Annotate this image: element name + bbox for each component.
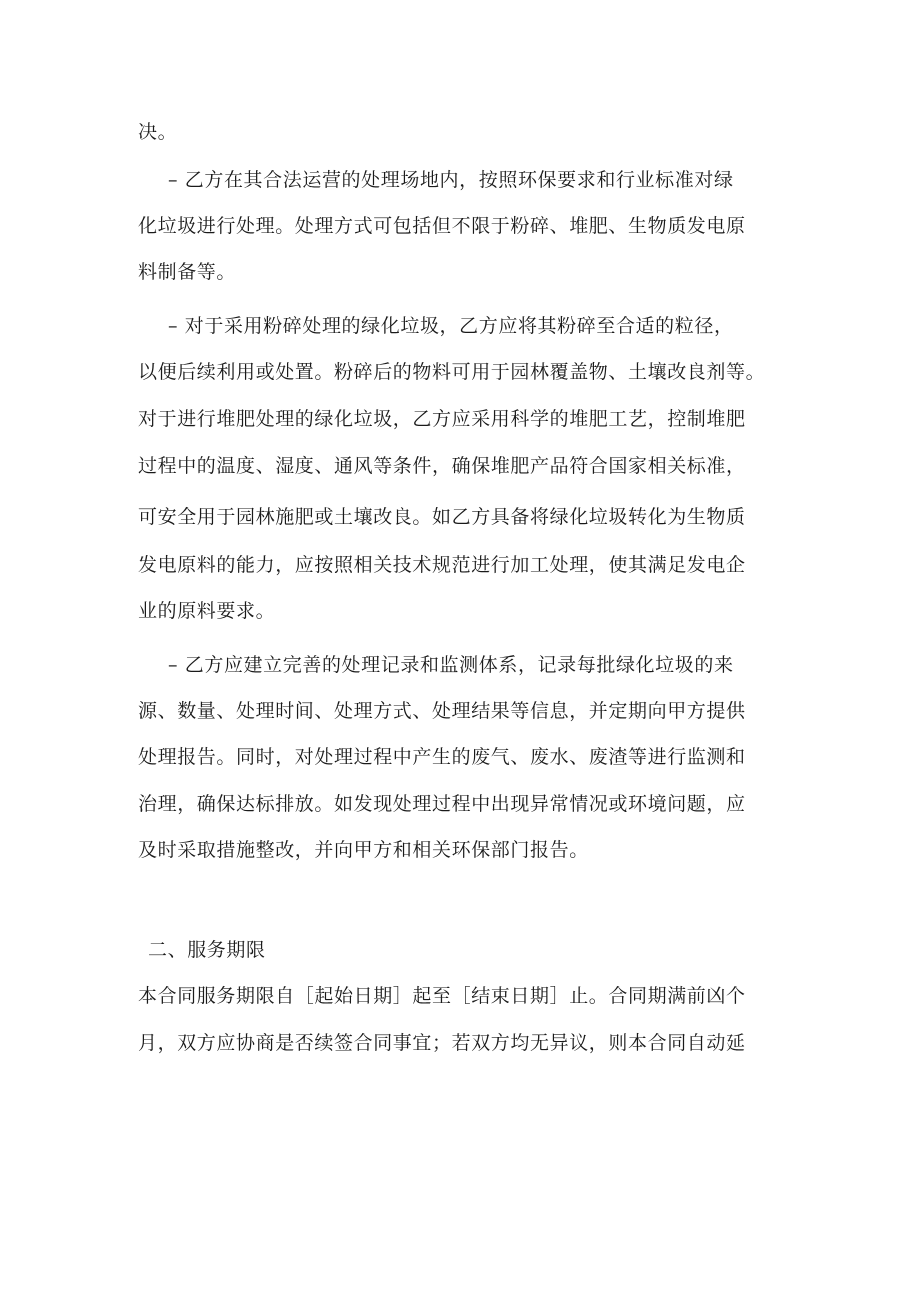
text-line: – 对于采用粉碎处理的绿化垃圾，乙方应将其粉碎至合适的粒径， bbox=[168, 315, 734, 337]
text-line: 发电原料的能力，应按照相关技术规范进行加工处理，使其满足发电企 bbox=[138, 554, 746, 576]
text-line: 决。 bbox=[138, 121, 178, 143]
text-line: 处理报告。同时，对处理过程中产生的废气、废水、废渣等进行监测和 bbox=[138, 746, 746, 768]
text-line: 源、数量、处理时间、处理方式、处理结果等信息，并定期向甲方提供 bbox=[138, 700, 746, 722]
text-line: – 乙方应建立完善的处理记录和监测体系，记录每批绿化垃圾的来 bbox=[168, 654, 734, 676]
text-line: 化垃圾进行处理。处理方式可包括但不限于粉碎、堆肥、生物质发电原 bbox=[138, 215, 746, 237]
text-line: 可安全用于园林施肥或土壤改良。如乙方具备将绿化垃圾转化为生物质 bbox=[138, 506, 746, 528]
text-line: 过程中的温度、湿度、通风等条件，确保堆肥产品符合国家相关标准， bbox=[138, 455, 746, 477]
section-heading: 二、服务期限 bbox=[148, 939, 266, 961]
text-line: 以便后续利用或处置。粉碎后的物料可用于园林覆盖物、土壤改良剂等。 bbox=[138, 361, 766, 383]
text-line: 业的原料要求。 bbox=[138, 600, 276, 622]
text-line: 对于进行堆肥处理的绿化垃圾，乙方应采用科学的堆肥工艺，控制堆肥 bbox=[138, 408, 746, 430]
text-line: 月，双方应协商是否续签合同事宜；若双方均无异议，则本合同自动延 bbox=[138, 1032, 746, 1054]
text-line: – 乙方在其合法运营的处理场地内，按照环保要求和行业标准对绿 bbox=[168, 169, 734, 191]
text-line: 及时采取措施整改，并向甲方和相关环保部门报告。 bbox=[138, 839, 589, 861]
text-line: 料制备等。 bbox=[138, 261, 237, 283]
text-line: 治理，确保达标排放。如发现处理过程中出现异常情况或环境问题，应 bbox=[138, 793, 746, 815]
text-line: 本合同服务期限自［起始日期］起至［结束日期］止。合同期满前凶个 bbox=[138, 985, 746, 1007]
